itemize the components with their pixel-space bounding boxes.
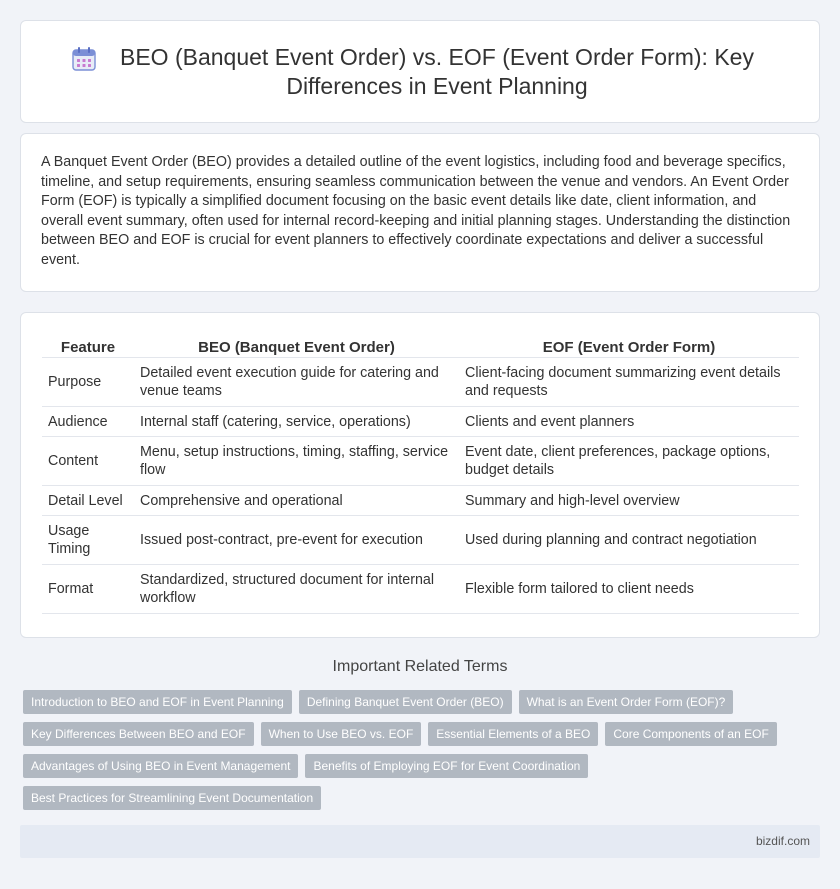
footer-site-link[interactable]: bizdif.com: [755, 834, 810, 848]
intro-card: [20, 133, 820, 292]
comparison-table: [42, 333, 799, 614]
related-term-tag[interactable]: What is an Event Order Form (EOF)?: [519, 690, 734, 714]
footer: [20, 825, 820, 858]
related-term-tag[interactable]: Key Differences Between BEO and EOF: [23, 722, 254, 746]
header-card: [20, 20, 820, 123]
related-terms-heading: Important Related Terms: [332, 658, 508, 675]
table-cell-beo: Issued post-contract, pre-event for execution: [134, 516, 459, 565]
table-cell-eof: Flexible form tailored to client needs: [459, 565, 799, 614]
table-cell-beo: Detailed event execution guide for catering and venue teams: [134, 358, 459, 407]
table-row: [42, 358, 799, 407]
related-term-tag[interactable]: Introduction to BEO and EOF in Event Planning: [23, 690, 292, 714]
table-row: [42, 516, 799, 565]
column-header-eof: EOF (Event Order Form): [459, 333, 799, 358]
table-cell-beo: Menu, setup instructions, timing, staffing, service flow: [134, 437, 459, 486]
related-term-tag[interactable]: When to Use BEO vs. EOF: [261, 722, 422, 746]
table-row: [42, 486, 799, 516]
column-header-feature: Feature: [42, 333, 134, 358]
table-cell-eof: Summary and high-level overview: [459, 486, 799, 516]
related-term-tag[interactable]: Best Practices for Streamlining Event Documentation: [23, 786, 321, 810]
table-cell-feature: Detail Level: [42, 486, 134, 516]
related-term-tag[interactable]: Defining Banquet Event Order (BEO): [299, 690, 512, 714]
table-cell-feature: Content: [42, 437, 134, 486]
related-term-tag[interactable]: Core Components of an EOF: [605, 722, 776, 746]
table-cell-eof: Clients and event planners: [459, 407, 799, 437]
table-cell-eof: Client-facing document summarizing event details and requests: [459, 358, 799, 407]
related-term-tag[interactable]: Essential Elements of a BEO: [428, 722, 598, 746]
table-cell-feature: Format: [42, 565, 134, 614]
related-term-tag[interactable]: Benefits of Employing EOF for Event Coordination: [305, 754, 588, 778]
page-title: BEO (Banquet Event Order) vs. EOF (Event Order Form): Key Differences in Event Planning: [120, 43, 754, 99]
comparison-table-card: [20, 312, 820, 638]
table-row: [42, 565, 799, 614]
intro-paragraph: A Banquet Event Order (BEO) provides a detailed outline of the event logistics, including food and beverage specifics, timeline, and setup requirements, ensuring seamless communication between the venue and vendors. An Event Order Form (EOF) is typically a simplified document focusing on the basic event details like date, client information, and overall event summary, often used for internal record-keeping and initial planning stages. Understanding the distinction between BEO and EOF is crucial for event planners to effectively coordinate expectations and deliver a successful event.: [41, 154, 791, 268]
table-cell-feature: Usage Timing: [42, 516, 134, 565]
table-cell-beo: Comprehensive and operational: [134, 486, 459, 516]
table-row: [42, 437, 799, 486]
related-term-tag[interactable]: Advantages of Using BEO in Event Management: [23, 754, 298, 778]
table-cell-beo: Standardized, structured document for internal workflow: [134, 565, 459, 614]
table-cell-eof: Event date, client preferences, package options, budget details: [459, 437, 799, 486]
table-cell-feature: Purpose: [42, 358, 134, 407]
table-row: [42, 407, 799, 437]
calendar-icon: [70, 45, 98, 73]
table-cell-feature: Audience: [42, 407, 134, 437]
table-cell-beo: Internal staff (catering, service, operations): [134, 407, 459, 437]
related-terms-list: [23, 690, 813, 818]
table-header-row: [42, 333, 799, 358]
table-cell-eof: Used during planning and contract negotiation: [459, 516, 799, 565]
column-header-beo: BEO (Banquet Event Order): [134, 333, 459, 358]
